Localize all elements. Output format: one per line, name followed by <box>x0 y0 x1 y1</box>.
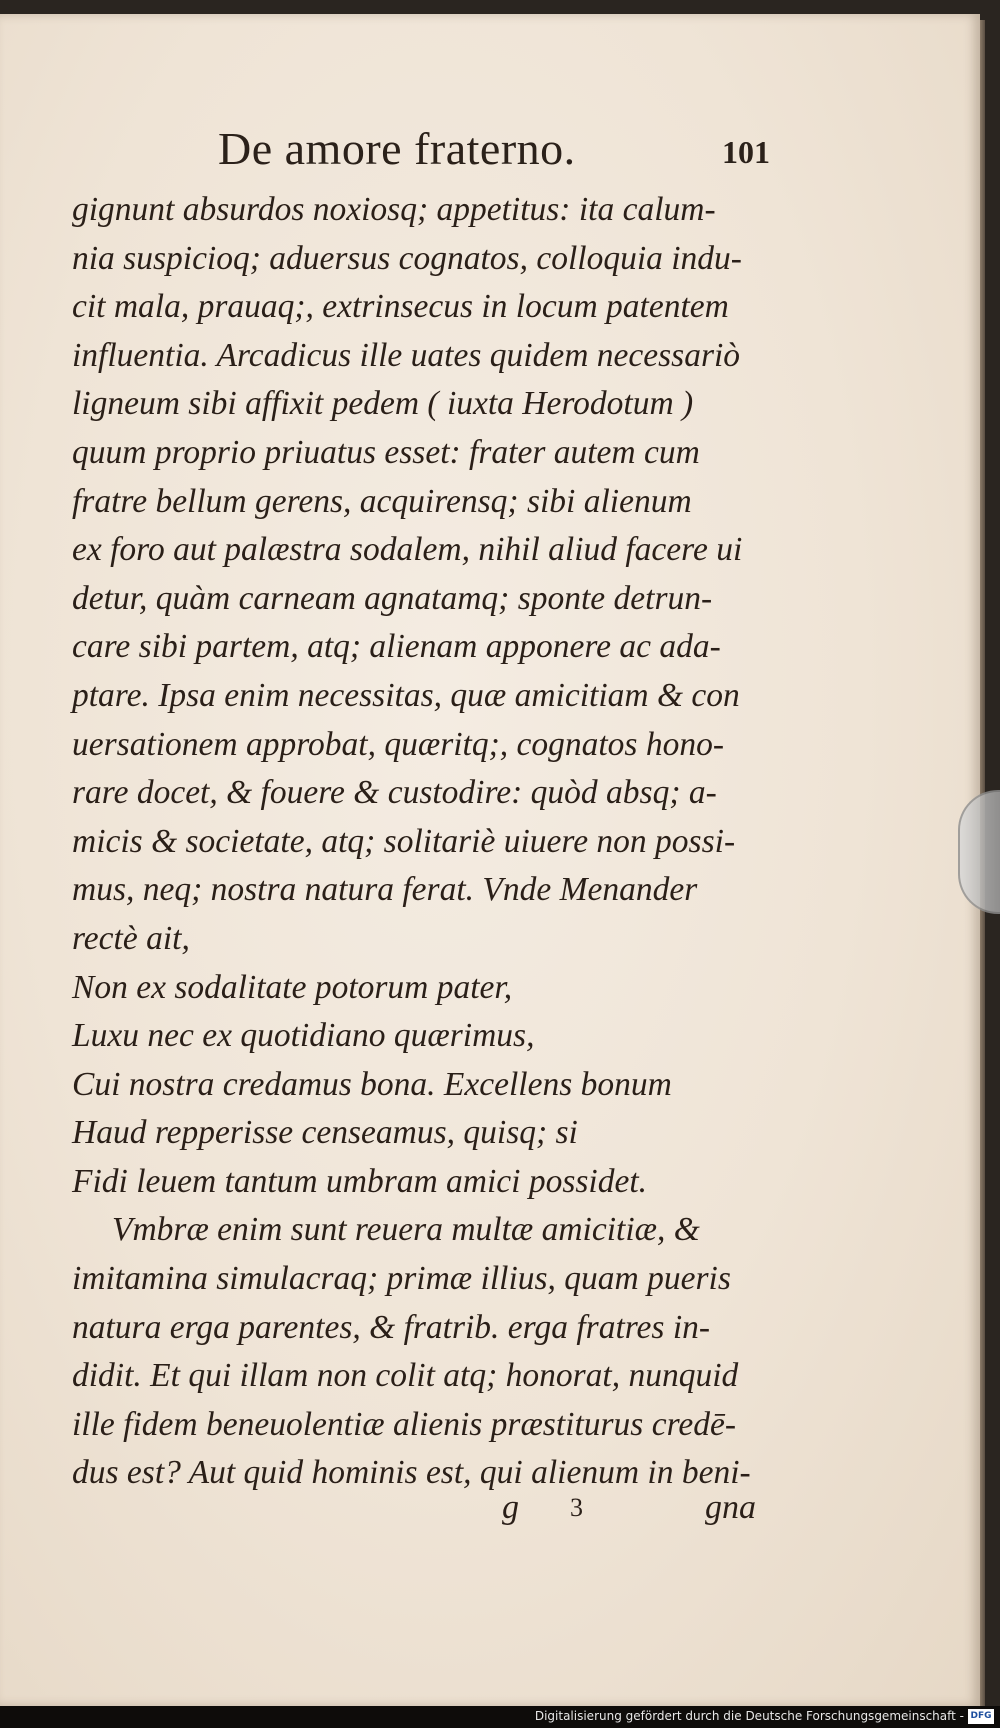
text-line: ex foro aut palæstra sodalem, nihil aliud facere ui <box>72 531 743 569</box>
text-line: rectè ait, <box>72 919 190 957</box>
paragraph-line: imitamina simulacraq; primæ illius, quam pueris <box>72 1260 731 1298</box>
signature-number: 3 <box>570 1493 583 1522</box>
text-line: micis & societate, atq; solitariè uiuere non possi- <box>72 822 736 860</box>
paragraph-line: Vmbræ enim sunt reuera multæ amicitiæ, & <box>112 1211 700 1249</box>
page-clip <box>958 790 1000 914</box>
paragraph-line: ille fidem beneuolentiæ alienis præstiturus credē- <box>72 1405 737 1443</box>
page-header <box>0 122 980 182</box>
verse-line: Fidi leuem tantum umbram amici possidet. <box>72 1162 648 1200</box>
paragraph-line: didit. Et qui illam non colit atq; honorat, nunquid <box>72 1357 739 1395</box>
dfg-logo: DFG <box>968 1709 994 1724</box>
text-line: gignunt absurdos noxiosq; appetitus: ita calum- <box>72 191 716 228</box>
text-line: detur, quàm carneam agnatamq; sponte detrun- <box>72 579 713 617</box>
text-line: nia suspicioq; aduersus cognatos, colloquia indu- <box>72 239 742 277</box>
running-title: De amore fraterno. <box>218 123 576 174</box>
page-number: 101 <box>722 134 770 170</box>
text-line: influentia. Arcadicus ille uates quidem necessariò <box>72 336 741 374</box>
text-block <box>72 186 792 1498</box>
verse-line: Cui nostra credamus bona. Excellens bonum <box>72 1065 672 1103</box>
signature-line <box>0 1489 980 1539</box>
verse-line: Haud repperisse censeamus, quisq; si <box>72 1114 578 1152</box>
text-line: ptare. Ipsa enim necessitas, quæ amicitiam & con <box>72 676 740 714</box>
signature-mark: g <box>502 1489 519 1526</box>
paragraph-line: dus est? Aut quid hominis est, qui alienum in beni- <box>72 1454 751 1492</box>
text-line: ligneum sibi affixit pedem ( iuxta Herodotum ) <box>72 385 694 423</box>
text-line: mus, neq; nostra natura ferat. Vnde Menander <box>72 871 698 909</box>
text-line: quum proprio priuatus esset: frater autem cum <box>72 433 700 471</box>
catchword: gna <box>705 1489 756 1526</box>
book-page <box>0 14 980 1706</box>
digitization-credit: Digitalisierung gefördert durch die Deutsche Forschungsgemeinschaft - <box>534 1709 964 1723</box>
text-line: rare docet, & fouere & custodire: quòd absq; a- <box>72 774 717 812</box>
verse-line: Non ex sodalitate potorum pater, <box>72 968 513 1006</box>
text-line: fratre bellum gerens, acquirensq; sibi alienum <box>72 482 692 520</box>
verse-line: Luxu nec ex quotidiano quærimus, <box>72 1017 535 1055</box>
footer-bar <box>0 1706 1000 1728</box>
paragraph-line: natura erga parentes, & fratrib. erga fratres in- <box>72 1308 711 1346</box>
text-line: uersationem approbat, quæritq;, cognatos hono- <box>72 725 724 763</box>
text-line: cit mala, prauaq;, extrinsecus in locum patentem <box>72 288 729 326</box>
text-line: care sibi partem, atq; alienam apponere ac ada- <box>72 628 721 666</box>
